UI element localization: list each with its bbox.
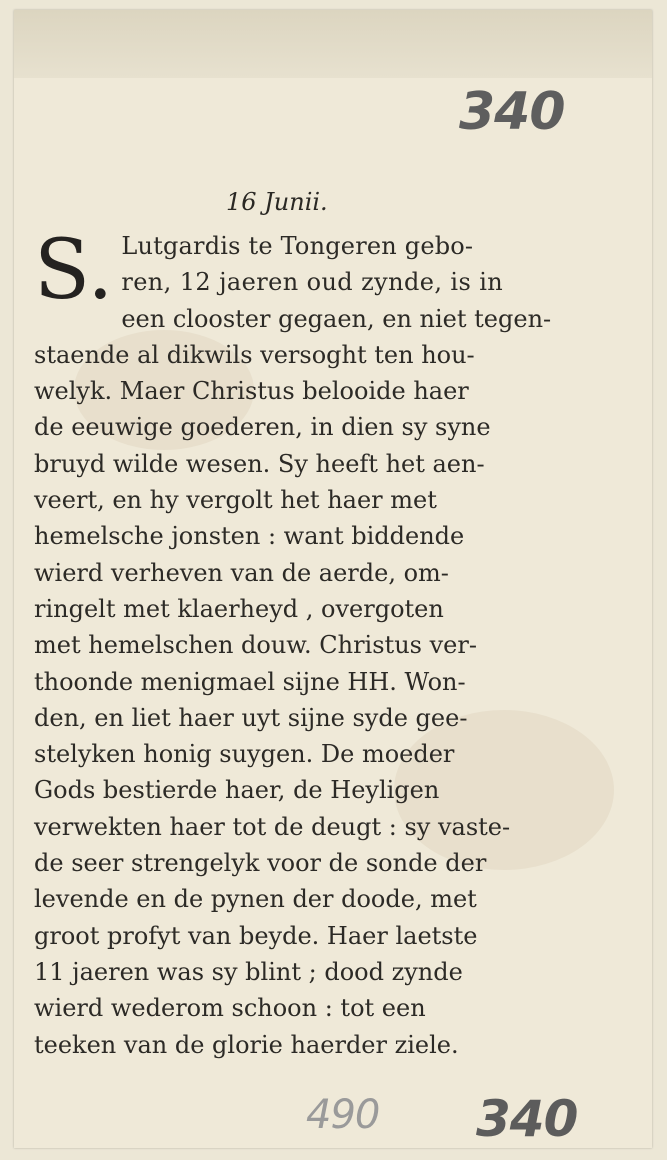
text-line: staende al dikwils versoght ten hou- — [34, 340, 475, 369]
text-line: Gods bestierde haer, de Heyligen — [34, 776, 440, 805]
text-line: verwekten haer tot de deugt : sy vaste- — [34, 812, 511, 841]
paper-top-band — [14, 10, 652, 78]
text-line: de seer strengelyk voor de sonde der — [34, 849, 487, 878]
text-line: ren, 12 jaeren oud zynde, is in — [121, 268, 504, 297]
pencil-number-bottom-right: 340 — [476, 1090, 578, 1148]
text-line: groot profyt van beyde. Haer laetste — [34, 921, 478, 950]
text-line: Lutgardis te Tongeren gebo- — [121, 232, 474, 260]
text-line: de eeuwige goederen, in dien sy syne — [34, 413, 491, 442]
text-line: wierd wederom schoon : tot een — [34, 994, 426, 1023]
pencil-number-top: 340 — [459, 82, 565, 142]
text-line: stelyken honig suygen. De moeder — [34, 740, 455, 769]
text-line: bruyd wilde wesen. Sy heeft het aen- — [34, 449, 485, 478]
text-line: wierd verheven van de aerde, om- — [34, 558, 449, 587]
text-line: een clooster gegaen, en niet tegen- — [121, 304, 552, 333]
text-line: met hemelschen douw. Christus ver- — [34, 631, 477, 660]
pencil-number-bottom-left: 490 — [306, 1092, 380, 1138]
text-line: thoonde menigmael sijne HH. Won- — [34, 667, 466, 696]
document-page — [14, 10, 652, 1148]
text-line: teeken van de glorie haerder ziele. — [34, 1030, 459, 1059]
text-line: ringelt met klaerheyd , overgoten — [34, 594, 444, 623]
text-line: den, en liet haer uyt sijne syde gee- — [34, 703, 468, 732]
date-heading: 16 Junii. — [226, 188, 328, 216]
text-line: 11 jaeren was sy blint ; dood zynde — [34, 957, 463, 986]
body-text — [34, 223, 594, 1063]
drop-cap: S. — [34, 223, 114, 318]
text-line: welyk. Maer Christus belooide haer — [34, 377, 469, 406]
text-line: levende en de pynen der doode, met — [34, 885, 477, 914]
text-line: veert, en hy vergolt het haer met — [34, 486, 437, 515]
text-line: hemelsche jonsten : want biddende — [34, 522, 465, 551]
